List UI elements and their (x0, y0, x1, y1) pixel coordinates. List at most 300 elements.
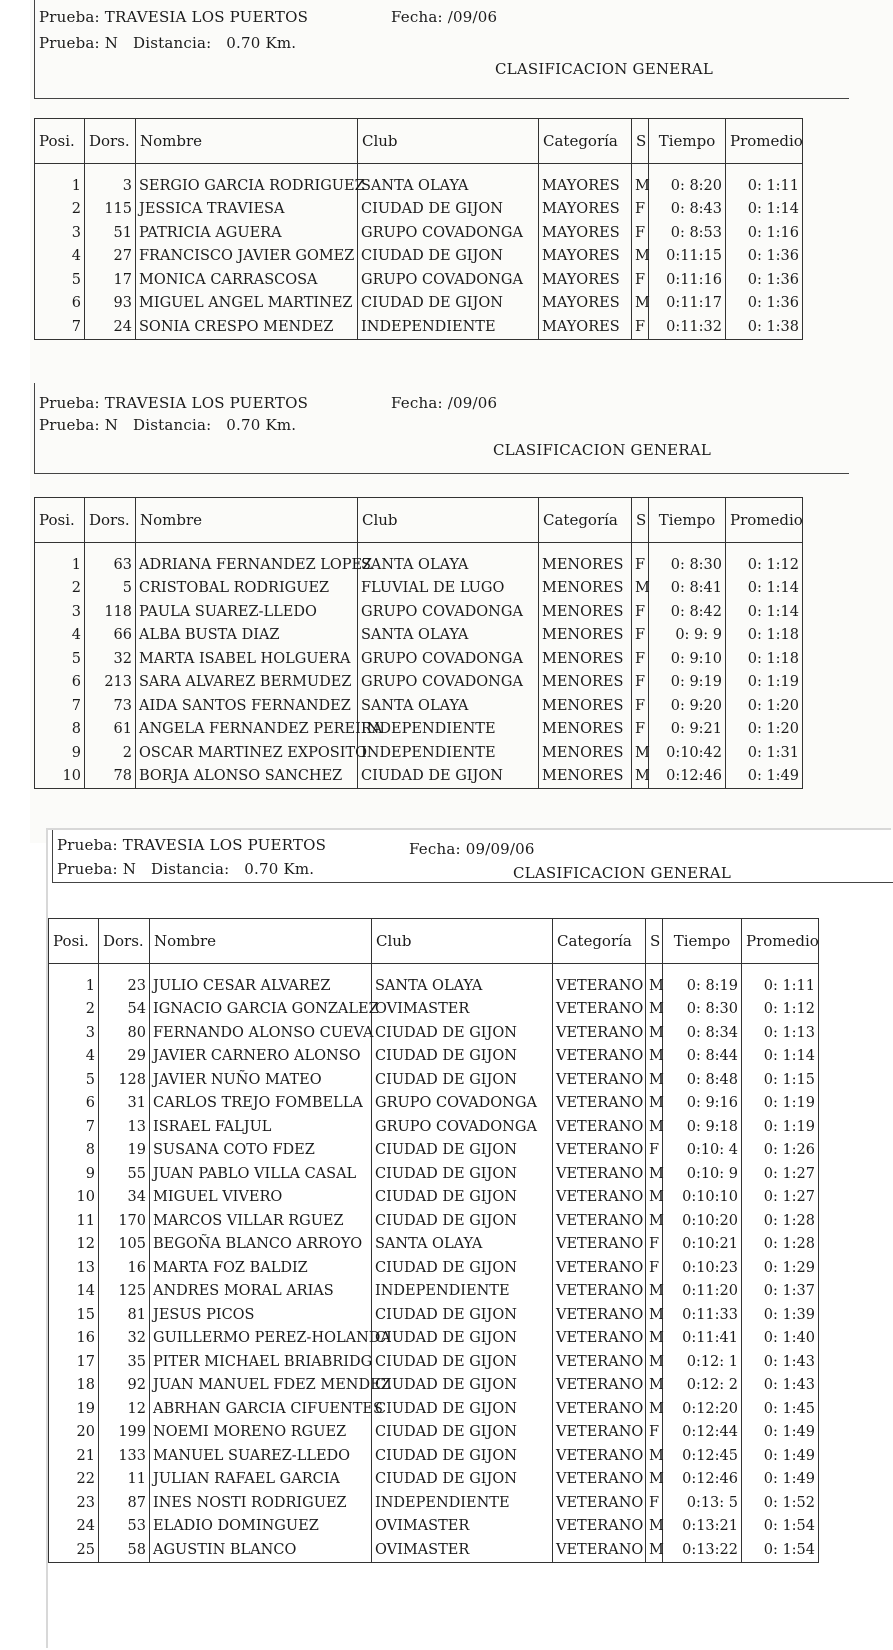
nombre-cell: MARCOS VILLAR RGUEZ (150, 1209, 372, 1233)
sexo-cell: M (632, 245, 649, 269)
club-cell: CIUDAD DE GIJON (372, 1397, 553, 1421)
tiempo-cell: 0: 8:42 (649, 600, 726, 624)
dorsal-cell: 80 (99, 1021, 150, 1045)
pos-cell: 16 (49, 1327, 99, 1351)
sexo-cell: F (632, 671, 649, 695)
table-row (49, 1303, 819, 1327)
sexo-cell: M (646, 1021, 663, 1045)
categoria-cell: MAYORES (539, 245, 632, 269)
categoria-cell: MENORES (539, 718, 632, 742)
column-header-pos: Posi. (35, 498, 85, 543)
dorsal-cell: 66 (85, 624, 136, 648)
promedio-cell: 0: 1:49 (742, 1421, 819, 1445)
club-cell: CIUDAD DE GIJON (372, 1256, 553, 1280)
pos-cell: 7 (35, 694, 85, 718)
column-header-tiempo: Tiempo (663, 919, 742, 964)
tiempo-cell: 0:11:33 (663, 1303, 742, 1327)
prueba-code: N (122, 860, 137, 878)
nombre-cell: JESSICA TRAVIESA (136, 198, 358, 222)
tiempo-cell: 0: 8:53 (649, 221, 726, 245)
categoria-cell: VETERANO (553, 998, 646, 1022)
dorsal-cell: 199 (99, 1421, 150, 1445)
club-cell: GRUPO COVADONGA (358, 268, 539, 292)
tiempo-cell: 0: 9:19 (649, 671, 726, 695)
nombre-cell: AIDA SANTOS FERNANDEZ (136, 694, 358, 718)
club-cell: SANTA OLAYA (372, 964, 553, 998)
dorsal-cell: 34 (99, 1186, 150, 1210)
pos-cell: 21 (49, 1444, 99, 1468)
dorsal-cell: 16 (99, 1256, 150, 1280)
categoria-cell: VETERANO (553, 1468, 646, 1492)
fecha-value: 09/09/06 (465, 840, 535, 858)
tiempo-cell: 0: 9:10 (649, 647, 726, 671)
distancia-line (39, 416, 296, 434)
pos-cell: 14 (49, 1280, 99, 1304)
categoria-cell: VETERANO (553, 1139, 646, 1163)
sexo-cell: F (646, 1139, 663, 1163)
nombre-cell: ALBA BUSTA DIAZ (136, 624, 358, 648)
table-row (35, 600, 803, 624)
sexo-cell: M (646, 998, 663, 1022)
table-row (49, 964, 819, 998)
categoria-cell: VETERANO (553, 1491, 646, 1515)
column-header-club: Club (358, 119, 539, 164)
tiempo-cell: 0:12: 1 (663, 1350, 742, 1374)
tiempo-cell: 0: 9:16 (663, 1092, 742, 1116)
tiempo-cell: 0:13:22 (663, 1538, 742, 1562)
promedio-cell: 0: 1:39 (742, 1303, 819, 1327)
table-row (35, 694, 803, 718)
dorsal-cell: 105 (99, 1233, 150, 1257)
pos-cell: 11 (49, 1209, 99, 1233)
pos-cell: 25 (49, 1538, 99, 1562)
column-header-club: Club (372, 919, 553, 964)
club-cell: GRUPO COVADONGA (358, 671, 539, 695)
club-cell: CIUDAD DE GIJON (358, 198, 539, 222)
promedio-cell: 0: 1:52 (742, 1491, 819, 1515)
pos-cell: 5 (35, 268, 85, 292)
column-header-dorsal: Dors. (85, 119, 136, 164)
tiempo-cell: 0:10:10 (663, 1186, 742, 1210)
categoria-cell: VETERANO (553, 1327, 646, 1351)
table-row (49, 1491, 819, 1515)
categoria-cell: VETERANO (553, 1068, 646, 1092)
categoria-cell: MENORES (539, 600, 632, 624)
sexo-cell: F (632, 221, 649, 245)
sexo-cell: M (646, 1209, 663, 1233)
nombre-cell: MARTA ISABEL HOLGUERA (136, 647, 358, 671)
column-header-sexo: S (632, 498, 649, 543)
tiempo-cell: 0: 8:19 (663, 964, 742, 998)
pos-cell: 20 (49, 1421, 99, 1445)
categoria-cell: MENORES (539, 765, 632, 789)
prueba-name: TRAVESIA LOS PUERTOS (122, 836, 327, 854)
column-header-dorsal: Dors. (85, 498, 136, 543)
categoria-cell: VETERANO (553, 1397, 646, 1421)
nombre-cell: MIGUEL ANGEL MARTINEZ (136, 292, 358, 316)
tiempo-cell: 0: 8:48 (663, 1068, 742, 1092)
prueba-label: Prueba: (57, 860, 118, 878)
pos-cell: 2 (35, 577, 85, 601)
sexo-cell: M (646, 1280, 663, 1304)
table-row (35, 765, 803, 789)
club-cell: SANTA OLAYA (358, 624, 539, 648)
pos-cell: 3 (49, 1021, 99, 1045)
promedio-cell: 0: 1:36 (726, 245, 803, 269)
tiempo-cell: 0: 8:43 (649, 198, 726, 222)
table-row (35, 245, 803, 269)
dorsal-cell: 87 (99, 1491, 150, 1515)
nombre-cell: SERGIO GARCIA RODRIGUEZ (136, 164, 358, 198)
results-sheet-mayores (30, 0, 893, 383)
nombre-cell: FRANCISCO JAVIER GOMEZ (136, 245, 358, 269)
categoria-cell: VETERANO (553, 1045, 646, 1069)
club-cell: SANTA OLAYA (358, 694, 539, 718)
club-cell: INDEPENDIENTE (358, 315, 539, 339)
table-row (49, 1280, 819, 1304)
dorsal-cell: 12 (99, 1397, 150, 1421)
categoria-cell: VETERANO (553, 1209, 646, 1233)
results-table (34, 497, 803, 789)
dorsal-cell: 55 (99, 1162, 150, 1186)
tiempo-cell: 0:11:15 (649, 245, 726, 269)
table-row (49, 1021, 819, 1045)
categoria-cell: VETERANO (553, 1421, 646, 1445)
promedio-cell: 0: 1:19 (742, 1115, 819, 1139)
distancia-value: 0.70 Km. (226, 416, 297, 434)
promedio-cell: 0: 1:12 (726, 543, 803, 577)
sexo-cell: M (646, 1303, 663, 1327)
pos-cell: 18 (49, 1374, 99, 1398)
tiempo-cell: 0:10:42 (649, 741, 726, 765)
fecha-line (391, 394, 497, 412)
prueba-code: N (104, 416, 119, 434)
sexo-cell: M (646, 1374, 663, 1398)
nombre-cell: BORJA ALONSO SANCHEZ (136, 765, 358, 789)
prueba-label: Prueba: (39, 416, 100, 434)
promedio-cell: 0: 1:43 (742, 1374, 819, 1398)
dorsal-cell: 63 (85, 543, 136, 577)
sexo-cell: F (632, 198, 649, 222)
dorsal-cell: 23 (99, 964, 150, 998)
dorsal-cell: 32 (99, 1327, 150, 1351)
dorsal-cell: 213 (85, 671, 136, 695)
promedio-cell: 0: 1:11 (726, 164, 803, 198)
column-header-sexo: S (632, 119, 649, 164)
nombre-cell: IGNACIO GARCIA GONZALEZ (150, 998, 372, 1022)
club-cell: GRUPO COVADONGA (372, 1115, 553, 1139)
table-row (35, 577, 803, 601)
tiempo-cell: 0:12:46 (649, 765, 726, 789)
table-row (35, 718, 803, 742)
club-cell: CIUDAD DE GIJON (372, 1421, 553, 1445)
categoria-cell: MAYORES (539, 315, 632, 339)
categoria-cell: MENORES (539, 577, 632, 601)
nombre-cell: BEGOÑA BLANCO ARROYO (150, 1233, 372, 1257)
club-cell: GRUPO COVADONGA (358, 647, 539, 671)
dorsal-cell: 32 (85, 647, 136, 671)
prueba-label: Prueba: (39, 8, 100, 26)
pos-cell: 5 (49, 1068, 99, 1092)
tiempo-cell: 0: 9: 9 (649, 624, 726, 648)
categoria-cell: MENORES (539, 543, 632, 577)
promedio-cell: 0: 1:12 (742, 998, 819, 1022)
table-row (49, 1515, 819, 1539)
nombre-cell: SARA ALVAREZ BERMUDEZ (136, 671, 358, 695)
club-cell: SANTA OLAYA (372, 1233, 553, 1257)
pos-cell: 3 (35, 600, 85, 624)
categoria-cell: VETERANO (553, 1233, 646, 1257)
dorsal-cell: 133 (99, 1444, 150, 1468)
table-row (49, 1068, 819, 1092)
results-table (48, 918, 819, 1563)
dorsal-cell: 24 (85, 315, 136, 339)
table-row (35, 315, 803, 339)
distancia-label: Distancia: (133, 34, 212, 52)
tiempo-cell: 0:10: 9 (663, 1162, 742, 1186)
nombre-cell: SUSANA COTO FDEZ (150, 1139, 372, 1163)
nombre-cell: ELADIO DOMINGUEZ (150, 1515, 372, 1539)
sexo-cell: M (646, 1538, 663, 1562)
categoria-cell: MAYORES (539, 292, 632, 316)
prueba-label: Prueba: (57, 836, 118, 854)
table-row (49, 1256, 819, 1280)
sexo-cell: M (646, 1397, 663, 1421)
sexo-cell: M (646, 1186, 663, 1210)
column-header-nombre: Nombre (136, 119, 358, 164)
tiempo-cell: 0: 8:20 (649, 164, 726, 198)
prueba-name: TRAVESIA LOS PUERTOS (104, 394, 309, 412)
tiempo-cell: 0: 8:44 (663, 1045, 742, 1069)
promedio-cell: 0: 1:14 (726, 600, 803, 624)
club-cell: CIUDAD DE GIJON (372, 1045, 553, 1069)
dorsal-cell: 19 (99, 1139, 150, 1163)
nombre-cell: NOEMI MORENO RGUEZ (150, 1421, 372, 1445)
club-cell: CIUDAD DE GIJON (372, 1350, 553, 1374)
pos-cell: 4 (35, 624, 85, 648)
promedio-cell: 0: 1:13 (742, 1021, 819, 1045)
categoria-cell: VETERANO (553, 1538, 646, 1562)
promedio-cell: 0: 1:36 (726, 292, 803, 316)
categoria-cell: VETERANO (553, 964, 646, 998)
categoria-cell: MAYORES (539, 221, 632, 245)
sexo-cell: F (646, 1256, 663, 1280)
sheet-header (34, 383, 849, 474)
column-header-club: Club (358, 498, 539, 543)
sexo-cell: M (646, 1468, 663, 1492)
nombre-cell: JESUS PICOS (150, 1303, 372, 1327)
prueba-name: TRAVESIA LOS PUERTOS (104, 8, 309, 26)
club-cell: CIUDAD DE GIJON (372, 1021, 553, 1045)
categoria-cell: MENORES (539, 741, 632, 765)
nombre-cell: PATRICIA AGUERA (136, 221, 358, 245)
distancia-label: Distancia: (151, 860, 230, 878)
dorsal-cell: 115 (85, 198, 136, 222)
promedio-cell: 0: 1:40 (742, 1327, 819, 1351)
club-cell: CIUDAD DE GIJON (358, 765, 539, 789)
table-row (49, 1397, 819, 1421)
sheet-header (34, 0, 849, 99)
club-cell: CIUDAD DE GIJON (372, 1303, 553, 1327)
promedio-cell: 0: 1:14 (726, 198, 803, 222)
sexo-cell: M (632, 741, 649, 765)
club-cell: GRUPO COVADONGA (358, 221, 539, 245)
categoria-cell: MAYORES (539, 268, 632, 292)
table-row (49, 1374, 819, 1398)
club-cell: CIUDAD DE GIJON (372, 1068, 553, 1092)
fecha-label: Fecha: (391, 8, 443, 26)
results-sheet-veterano (48, 830, 893, 1650)
pos-cell: 3 (35, 221, 85, 245)
promedio-cell: 0: 1:49 (726, 765, 803, 789)
table-row (35, 647, 803, 671)
nombre-cell: SONIA CRESPO MENDEZ (136, 315, 358, 339)
pos-cell: 24 (49, 1515, 99, 1539)
categoria-cell: VETERANO (553, 1350, 646, 1374)
table-row (35, 198, 803, 222)
sexo-cell: M (646, 1068, 663, 1092)
categoria-cell: VETERANO (553, 1021, 646, 1045)
clasificacion-title: CLASIFICACION GENERAL (493, 441, 712, 459)
pos-cell: 9 (49, 1162, 99, 1186)
prueba-label: Prueba: (39, 34, 100, 52)
pos-cell: 4 (35, 245, 85, 269)
pos-cell: 12 (49, 1233, 99, 1257)
column-header-promedio: Promedio (726, 119, 803, 164)
promedio-cell: 0: 1:27 (742, 1162, 819, 1186)
pos-cell: 6 (49, 1092, 99, 1116)
categoria-cell: MENORES (539, 694, 632, 718)
column-header-categoria: Categoría (539, 119, 632, 164)
dorsal-cell: 118 (85, 600, 136, 624)
clasificacion-title: CLASIFICACION GENERAL (495, 60, 714, 78)
pos-cell: 19 (49, 1397, 99, 1421)
club-cell: CIUDAD DE GIJON (372, 1468, 553, 1492)
prueba-line (39, 394, 308, 412)
table-row (49, 1350, 819, 1374)
categoria-cell: MENORES (539, 647, 632, 671)
distancia-value: 0.70 Km. (244, 860, 315, 878)
table-row (49, 1233, 819, 1257)
sexo-cell: M (632, 164, 649, 198)
sexo-cell: M (646, 964, 663, 998)
dorsal-cell: 81 (99, 1303, 150, 1327)
distancia-line (39, 34, 296, 52)
dorsal-cell: 31 (99, 1092, 150, 1116)
promedio-cell: 0: 1:26 (742, 1139, 819, 1163)
categoria-cell: VETERANO (553, 1515, 646, 1539)
pos-cell: 1 (35, 543, 85, 577)
nombre-cell: PITER MICHAEL BRIABRIDG (150, 1350, 372, 1374)
tiempo-cell: 0:11:17 (649, 292, 726, 316)
categoria-cell: MENORES (539, 671, 632, 695)
pos-cell: 2 (35, 198, 85, 222)
pos-cell: 22 (49, 1468, 99, 1492)
tiempo-cell: 0:11:41 (663, 1327, 742, 1351)
sexo-cell: F (646, 1233, 663, 1257)
column-header-dorsal: Dors. (99, 919, 150, 964)
sexo-cell: M (646, 1327, 663, 1351)
tiempo-cell: 0:11:16 (649, 268, 726, 292)
sexo-cell: F (632, 624, 649, 648)
pos-cell: 4 (49, 1045, 99, 1069)
table-row (35, 543, 803, 577)
table-row (49, 1045, 819, 1069)
column-header-sexo: S (646, 919, 663, 964)
tiempo-cell: 0:13: 5 (663, 1491, 742, 1515)
sexo-cell: F (632, 718, 649, 742)
dorsal-cell: 29 (99, 1045, 150, 1069)
clasificacion-title: CLASIFICACION GENERAL (513, 864, 732, 882)
table-row (49, 1468, 819, 1492)
table-row (49, 1209, 819, 1233)
table-row (35, 221, 803, 245)
pos-cell: 7 (49, 1115, 99, 1139)
prueba-code: N (104, 34, 119, 52)
categoria-cell: VETERANO (553, 1186, 646, 1210)
fecha-value: /09/06 (447, 394, 498, 412)
promedio-cell: 0: 1:15 (742, 1068, 819, 1092)
sexo-cell: F (632, 543, 649, 577)
sheet-header (52, 830, 893, 883)
categoria-cell: VETERANO (553, 1162, 646, 1186)
dorsal-cell: 27 (85, 245, 136, 269)
tiempo-cell: 0:12: 2 (663, 1374, 742, 1398)
table-row (35, 741, 803, 765)
tiempo-cell: 0: 8:30 (663, 998, 742, 1022)
tiempo-cell: 0:12:20 (663, 1397, 742, 1421)
club-cell: SANTA OLAYA (358, 543, 539, 577)
promedio-cell: 0: 1:49 (742, 1468, 819, 1492)
nombre-cell: ANDRES MORAL ARIAS (150, 1280, 372, 1304)
prueba-line (57, 836, 326, 854)
categoria-cell: VETERANO (553, 1280, 646, 1304)
pos-cell: 10 (35, 765, 85, 789)
categoria-cell: MENORES (539, 624, 632, 648)
nombre-cell: MIGUEL VIVERO (150, 1186, 372, 1210)
pos-cell: 2 (49, 998, 99, 1022)
nombre-cell: JULIO CESAR ALVAREZ (150, 964, 372, 998)
club-cell: OVIMASTER (372, 1515, 553, 1539)
promedio-cell: 0: 1:14 (742, 1045, 819, 1069)
table-row (49, 1327, 819, 1351)
dorsal-cell: 11 (99, 1468, 150, 1492)
club-cell: GRUPO COVADONGA (358, 600, 539, 624)
club-cell: INDEPENDIENTE (358, 741, 539, 765)
table-row (35, 292, 803, 316)
tiempo-cell: 0: 9:18 (663, 1115, 742, 1139)
fecha-line (409, 840, 535, 858)
sexo-cell: M (632, 292, 649, 316)
column-header-nombre: Nombre (136, 498, 358, 543)
nombre-cell: JAVIER NUÑO MATEO (150, 1068, 372, 1092)
dorsal-cell: 3 (85, 164, 136, 198)
sexo-cell: M (646, 1092, 663, 1116)
table-row (49, 1139, 819, 1163)
pos-cell: 6 (35, 292, 85, 316)
pos-cell: 10 (49, 1186, 99, 1210)
dorsal-cell: 78 (85, 765, 136, 789)
sexo-cell: F (632, 600, 649, 624)
club-cell: CIUDAD DE GIJON (372, 1444, 553, 1468)
categoria-cell: VETERANO (553, 1303, 646, 1327)
column-header-pos: Posi. (35, 119, 85, 164)
table-row (49, 998, 819, 1022)
club-cell: INDEPENDIENTE (372, 1280, 553, 1304)
dorsal-cell: 92 (99, 1374, 150, 1398)
distancia-value: 0.70 Km. (226, 34, 297, 52)
tiempo-cell: 0:11:20 (663, 1280, 742, 1304)
